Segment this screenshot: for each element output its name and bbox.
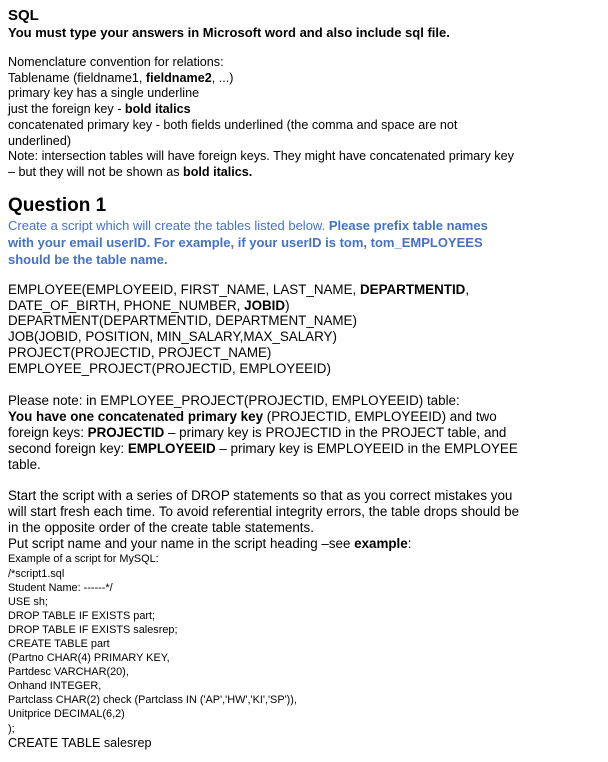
start-line-1: Start the script with a series of DROP statements so that as you correct mistakes you (8, 488, 513, 504)
intro-line-1 (8, 217, 600, 234)
tablename-bold: fieldname2 (145, 70, 212, 85)
start-line-2: will start fresh each time. To avoid referential integrity errors, the table drops should be (8, 504, 520, 520)
code-line: Partclass CHAR(2) check (Partclass IN ('AP','HW','KI','SP')), (8, 694, 297, 707)
schema-employee-2 (8, 298, 600, 314)
concat-line-1: concatenated primary key - both fields underlined (the comma and space are not (8, 117, 458, 132)
start-block (8, 488, 600, 552)
code-line: /*script1.sql (8, 567, 65, 580)
employee-fk-departmentid: DEPARTMENTID (359, 281, 466, 297)
code-example (8, 552, 600, 735)
please-note-line-1: Please note: in EMPLOYEE_PROJECT(PROJECTID, EMPLOYEEID) table: (8, 393, 460, 409)
intro-bold: Please prefix table names (328, 217, 488, 233)
document-page (8, 8, 600, 750)
question-title: Question 1 (8, 194, 107, 216)
employee-text: EMPLOYEE(EMPLOYEEID, FIRST_NAME, LAST_NAME, (8, 281, 360, 297)
tablename-end: , ...) (211, 70, 234, 85)
schema-employee-project: EMPLOYEE_PROJECT(PROJECTID, EMPLOYEEID) (8, 361, 331, 377)
please-note-line-5: table. (8, 457, 41, 473)
concat-pk-bold: You have one concatenated primary key (8, 409, 264, 425)
code-line: DROP TABLE IF EXISTS salesrep; (8, 623, 178, 636)
code-line: ); (8, 722, 15, 735)
start-text: Put script name and your name in the script heading –see (8, 536, 355, 552)
code-line: Partdesc VARCHAR(20), (8, 666, 129, 679)
note-bold: bold italics. (183, 164, 253, 179)
schema-department: DEPARTMENT(DEPARTMENTID, DEPARTMENT_NAME) (8, 313, 357, 329)
start-line-4 (8, 536, 600, 552)
fk-projectid-rest: – primary key is PROJECTID in the PROJECT table, and (164, 425, 507, 441)
schema-employee-1 (8, 282, 600, 298)
tablename-line (8, 71, 600, 87)
please-note-line-2 (8, 409, 600, 425)
note-text: – but they will not be shown as (8, 164, 184, 179)
code-line: (Partno CHAR(4) PRIMARY KEY, (8, 652, 170, 665)
start-colon: : (407, 536, 412, 552)
please-note-line-4 (8, 441, 600, 457)
code-last-line: CREATE TABLE salesrep (8, 735, 152, 750)
intro-line-3: should be the table name. (8, 251, 168, 267)
code-line: Unitprice DECIMAL(6,2) (8, 708, 125, 721)
tablename-text: Tablename (fieldname1, (8, 70, 146, 85)
code-line: Student Name: ------*/ (8, 581, 113, 594)
intro-line-2: with your email userID. For example, if your userID is tom, tom_EMPLOYEES (8, 234, 483, 250)
schema-job: JOB(JOBID, POSITION, MIN_SALARY,MAX_SALARY) (8, 329, 337, 345)
section-title: SQL (8, 7, 39, 24)
concat-line-2: underlined) (8, 133, 72, 148)
concat-pk-rest: (PROJECTID, EMPLOYEEID) and two (263, 409, 497, 425)
please-note-line-3 (8, 425, 600, 441)
code-line: CREATE TABLE part (8, 638, 110, 650)
note-line-2 (8, 165, 600, 181)
employee-close: ) (285, 297, 290, 313)
instruction: You must type your answers in Microsoft word and also include sql file. (8, 25, 450, 40)
schema-block (8, 282, 600, 377)
start-line-3: in the opposite order of the create table statements. (8, 520, 314, 536)
fk-projectid: PROJECTID (87, 425, 165, 441)
fk-pre: foreign keys: (8, 425, 88, 441)
code-line: Example of a script for MySQL: (8, 553, 159, 566)
fk-line (8, 102, 600, 118)
fk-text: just the foreign key - (8, 102, 125, 117)
code-line: USE sh; (8, 595, 48, 608)
question-intro (8, 217, 600, 268)
fk2-pre: second foreign key: (8, 441, 128, 457)
employee-fk-jobid: JOBID (244, 297, 286, 313)
intro-normal: Create a script which will create the tables listed below. (8, 217, 329, 233)
fk-bold: bold italics (124, 102, 191, 117)
pk-line: primary key has a single underline (8, 86, 200, 101)
code-line: DROP TABLE IF EXISTS part; (8, 609, 156, 622)
nomenclature-heading: Nomenclature convention for relations: (8, 55, 224, 69)
nomenclature-block (8, 55, 600, 181)
employee-text-2: DATE_OF_BIRTH, PHONE_NUMBER, (8, 297, 245, 313)
employee-comma: , (465, 281, 470, 297)
please-note-block (8, 393, 600, 473)
fk-employeeid-rest: – primary key is EMPLOYEEID in the EMPLOYEE (215, 441, 518, 457)
fk-employeeid: EMPLOYEEID (127, 441, 216, 457)
code-line: Onhand INTEGER, (8, 680, 102, 693)
example-bold: example (354, 536, 408, 552)
schema-project: PROJECT(PROJECTID, PROJECT_NAME) (8, 345, 272, 361)
note-line-1: Note: intersection tables will have foreign keys. They might have concatenated primary key (8, 149, 514, 164)
